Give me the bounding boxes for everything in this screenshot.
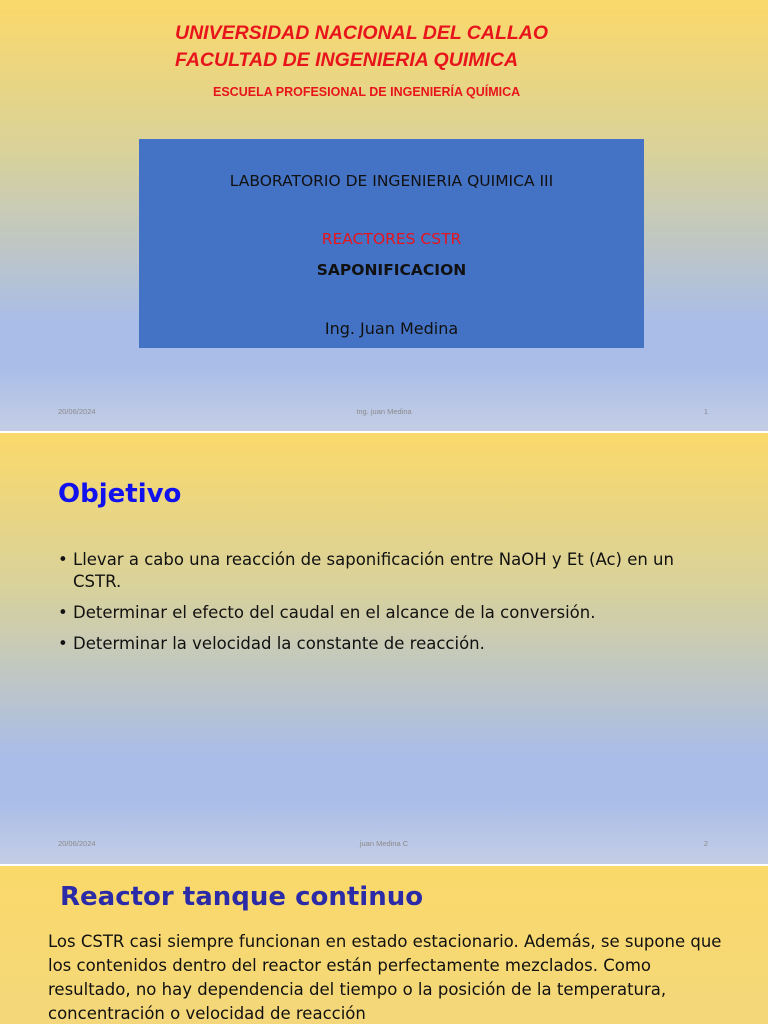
bullet-text: Determinar el efecto del caudal en el alcance de la conversión. <box>73 603 596 622</box>
list-item <box>58 633 718 655</box>
topic-label: SAPONIFICACION <box>316 261 467 279</box>
list-item <box>58 602 718 624</box>
objective-list <box>58 549 718 664</box>
faculty-name: FACULTAD DE INGENIERIA QUIMICA <box>175 49 519 71</box>
bullet-icon: • <box>58 603 68 622</box>
footer-date: 20/06/2024 <box>58 407 96 416</box>
bullet-text: Determinar la velocidad la constante de reacción. <box>73 634 485 653</box>
list-item <box>58 549 718 593</box>
school-name: ESCUELA PROFESIONAL DE INGENIERÍA QUÍMICA <box>213 85 521 99</box>
title-box <box>139 139 644 348</box>
bullet-icon: • <box>58 634 68 653</box>
bullet-text: Llevar a cabo una reacción de saponificación entre NaOH y Et (Ac) en un CSTR. <box>73 550 674 591</box>
slide-title: Objetivo <box>58 479 182 509</box>
slide-title: Reactor tanque continuo <box>60 882 424 912</box>
footer-page-number: 2 <box>703 839 708 848</box>
lab-title: LABORATORIO DE INGENIERIA QUIMICA III <box>229 172 554 190</box>
reactor-label: REACTORES CSTR <box>321 230 462 248</box>
footer-author: Ing. juan Medina <box>356 407 412 416</box>
author-name: Ing. Juan Medina <box>324 319 459 338</box>
university-name: UNIVERSIDAD NACIONAL DEL CALLAO <box>175 22 549 44</box>
slide-3 <box>0 866 768 1024</box>
bullet-icon: • <box>58 550 68 569</box>
slide-2 <box>0 433 768 864</box>
footer-page-number: 1 <box>703 407 708 416</box>
footer-author: juan Medina C <box>359 839 409 848</box>
slide-body-text: Los CSTR casi siempre funcionan en estado estacionario. Además, se supone que los contenidos dentro del reactor están perfectamente mezclados. Como resultado, no hay dependencia del tiempo o la posición de la temperatura, concentración o velocidad de reacción <box>48 932 722 1023</box>
slide-1 <box>0 0 768 431</box>
footer-date: 20/06/2024 <box>58 839 96 848</box>
